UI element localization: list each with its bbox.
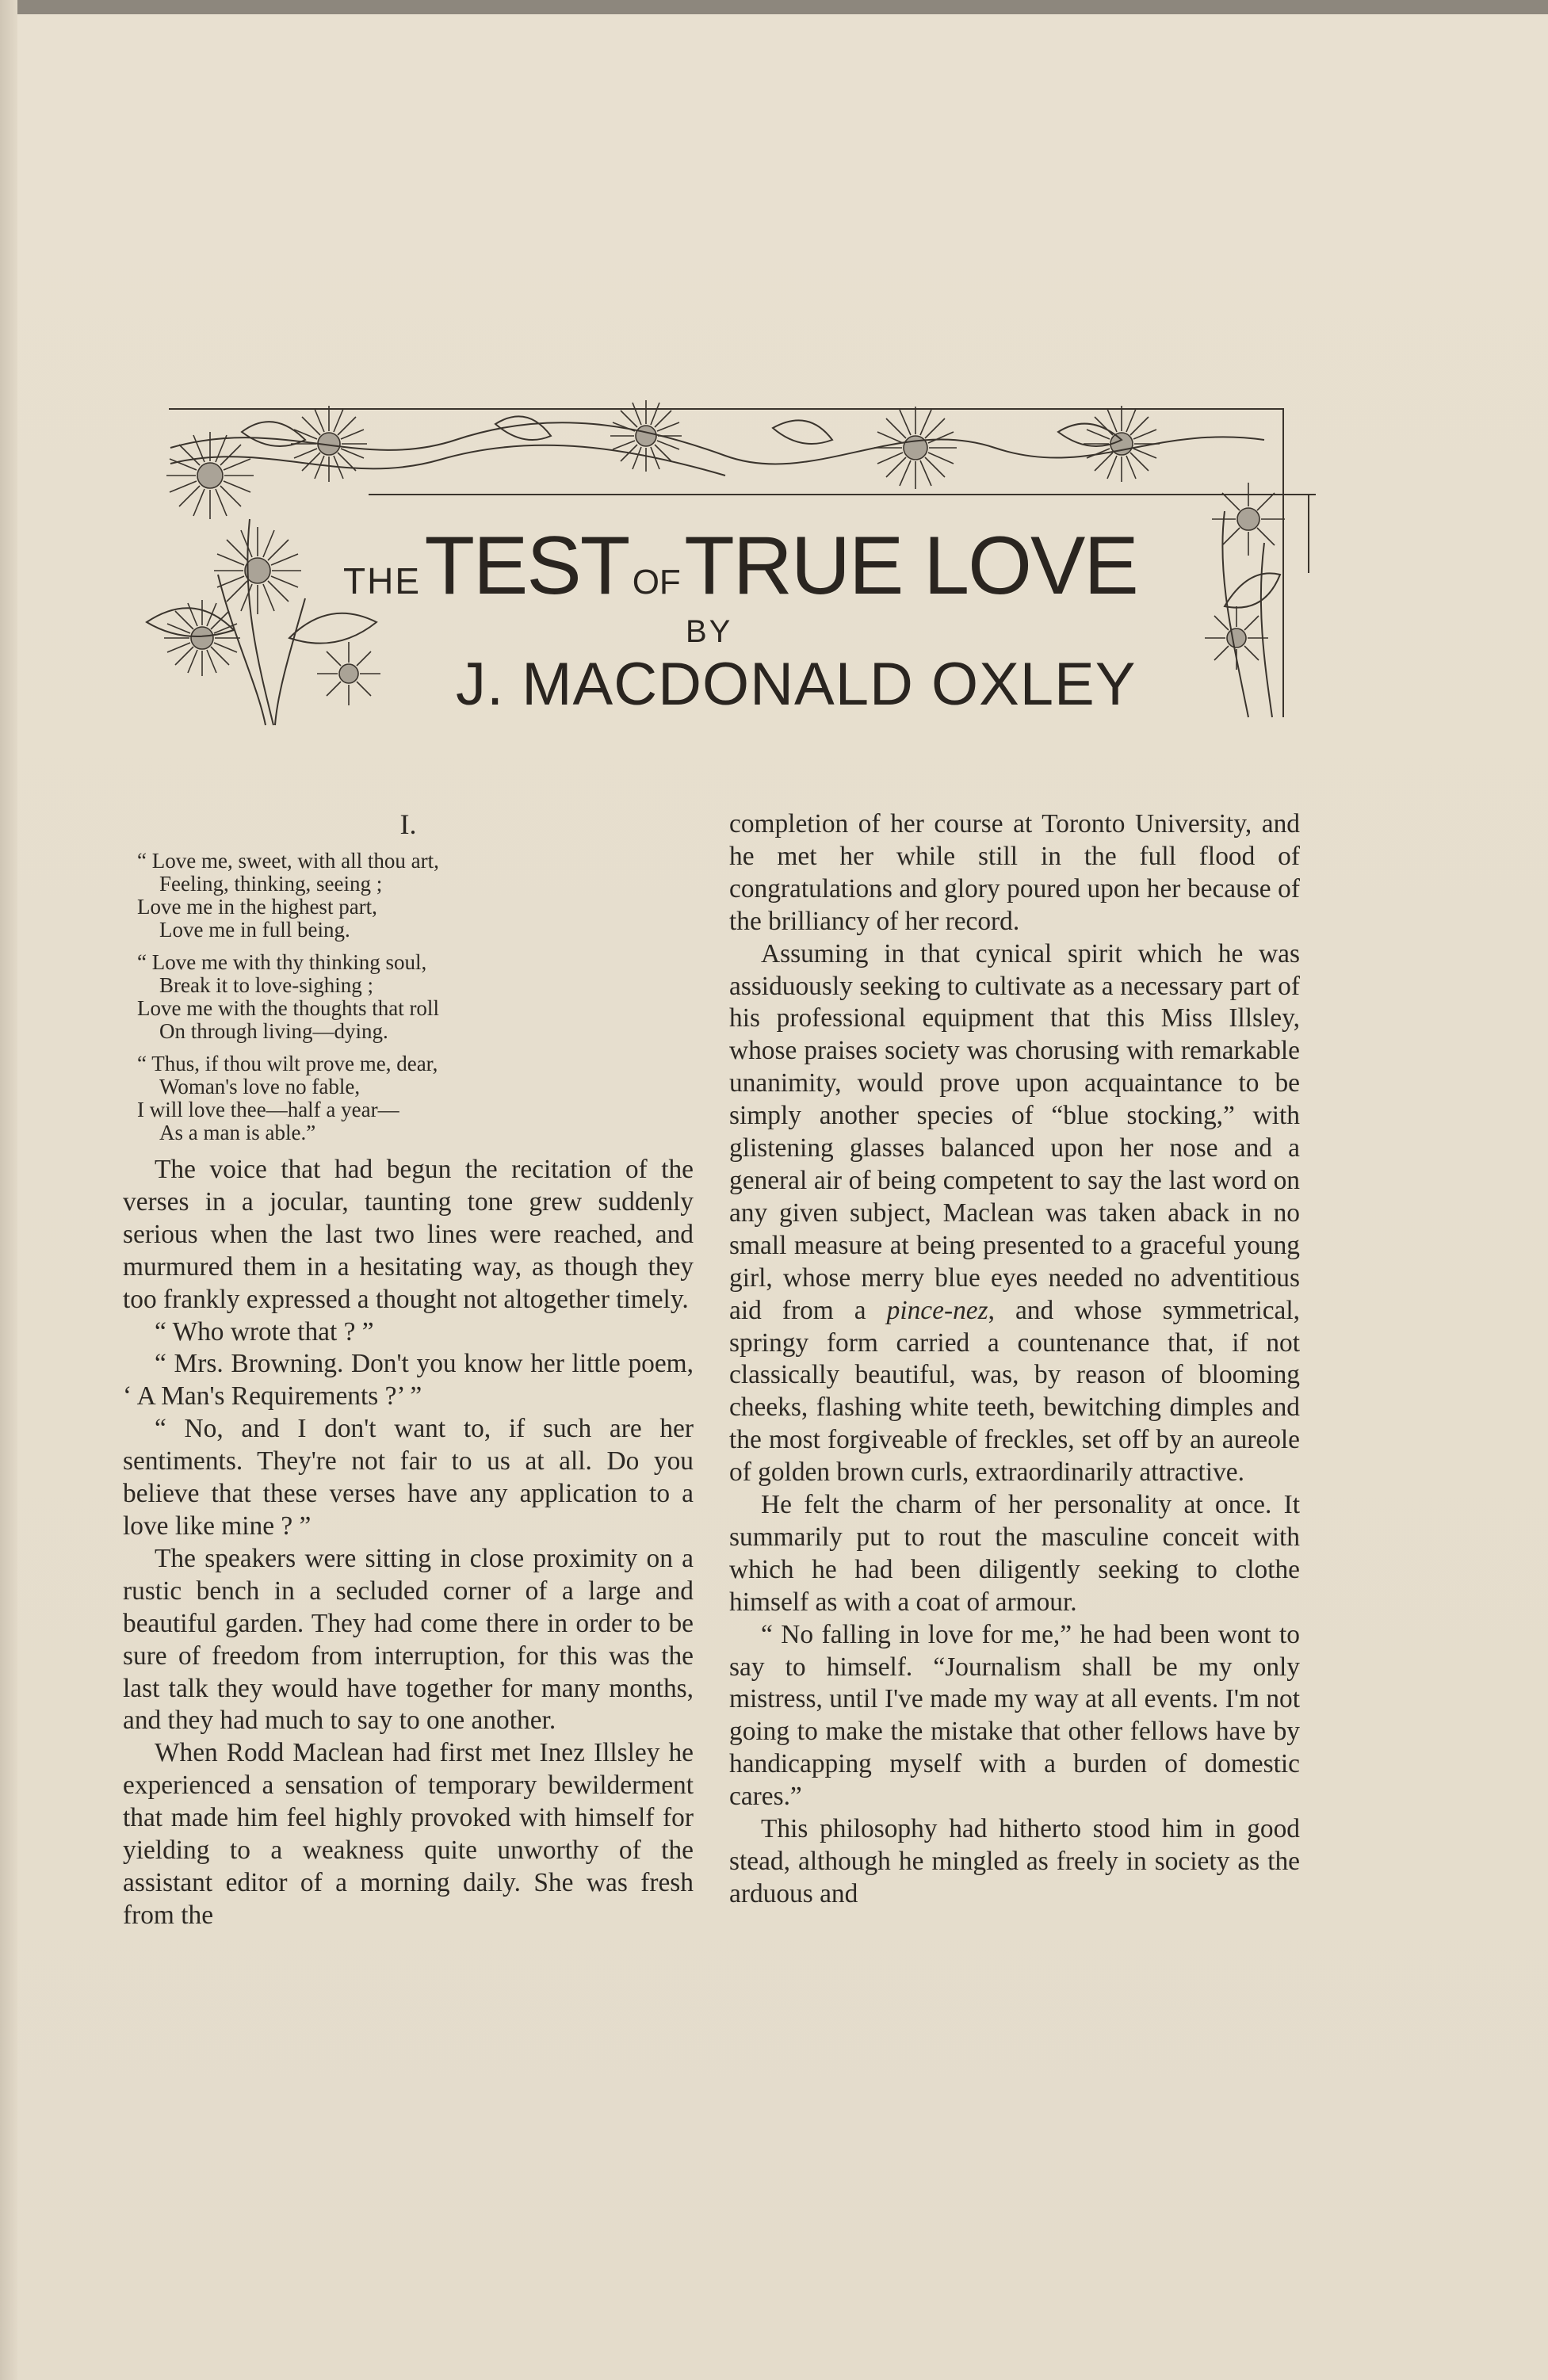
paragraph: The speakers were sitting in close proximity on a rustic bench in a secluded corner of a large and beautiful garden. They had come there in order to be sure of freedom from interruption, for this was the last talk they would have together for many months, and they had much to say to one another. — [123, 1543, 694, 1736]
poem-line: Love me in the highest part, — [137, 895, 377, 919]
title-test: TEST — [424, 520, 629, 612]
paragraph-text: Assuming in that cynical spirit which he was assiduously seeking to cultivate as a necessary part of his professional equipment that this Miss Illsley, whose praises society was chorusing with remarkable unanimity, would prove upon acquaintance to be simply another species of “blue stocking,” with glistening glasses balanced upon her nose and a general air of being competent to say the last word on any given subject, Maclean was taken aback in no small measure at being presented to a graceful young girl, whose merry blue eyes needed no adventitious aid from a — [729, 938, 1300, 1325]
poem-line: I will love thee—half a year— — [137, 1098, 399, 1121]
poem-line: “ Love me with thy thinking soul, — [137, 950, 427, 974]
title-frame-inner-side — [1308, 494, 1310, 573]
poem-stanza — [137, 850, 694, 942]
right-body-text — [729, 808, 1300, 1911]
epigraph-poem — [137, 850, 694, 1144]
article-title — [343, 519, 1215, 614]
left-column — [123, 808, 694, 1932]
paragraph: “ Mrs. Browning. Don't you know her little poem, ‘ A Man's Requirements ?’ ” — [123, 1349, 694, 1412]
section-number: I. — [399, 808, 417, 840]
author-name: J. MACDONALD OXLEY — [456, 651, 1137, 718]
poem-line: Break it to love-sighing ; — [159, 973, 373, 997]
byline-by: BY — [686, 614, 733, 649]
italic-term: pince-nez — [886, 1295, 988, 1325]
poem-line: “ Thus, if thou wilt prove me, dear, — [137, 1052, 438, 1075]
title-header — [123, 400, 1292, 733]
page-top-edge — [0, 0, 1548, 14]
title-of: OF — [632, 563, 681, 602]
right-column — [729, 808, 1300, 1911]
poem-stanza — [137, 951, 694, 1043]
left-body-text — [123, 1154, 694, 1932]
title-true-love: TRUE LOVE — [684, 520, 1137, 612]
paragraph: When Rodd Maclean had first met Inez Illsley he experienced a sensation of temporary bewilderment that made him feel highly provoked with himself for yielding to a weakness quite unworthy of the assistant editor of a morning daily. She was fresh from the — [123, 1738, 694, 1930]
poem-line: On through living—dying. — [159, 1019, 388, 1043]
poem-line: Love me in full being. — [159, 918, 350, 942]
paragraph: “ No, and I don't want to, if such are her sentiments. They're not fair to us at all. Do you believe that these verses have any application to a love like mine ? ” — [123, 1414, 694, 1541]
page-gutter — [0, 0, 17, 2380]
paragraph: He felt the charm of her personality at once. It summarily put to rout the masculine conceit with which he had been diligently seeking to clothe himself as with a coat of armour. — [729, 1490, 1300, 1617]
paragraph: “ No falling in love for me,” he had been wont to say to himself. “Journalism shall be my only mistress, until I've made my way at all events. I'm not going to make the mistake that other fellows have by handicapping myself with a burden of domestic cares.” — [729, 1619, 1300, 1812]
title-the: THE — [343, 560, 421, 602]
paragraph: completion of her course at Toronto University, and he met her while still in the full flood of congratulations and glory poured upon her because of the brilliancy of her record. — [729, 809, 1300, 936]
poem-line: “ Love me, sweet, with all thou art, — [137, 849, 439, 873]
poem-line: Feeling, thinking, seeing ; — [159, 872, 383, 896]
paragraph — [729, 938, 1300, 1489]
poem-line: Love me with the thoughts that roll — [137, 996, 439, 1020]
poem-line: As a man is able.” — [159, 1121, 316, 1144]
poem-line: Woman's love no fable, — [159, 1075, 361, 1098]
paragraph-text: , and whose symmetrical, springy form carried a countenance that, if not classically beautiful, was, by reason of blooming cheeks, flashing white teeth, bewitching dimples and the most forgiveable of freckles, set off by an aureole of golden brown curls, extraordinarily attractive. — [729, 1295, 1300, 1488]
paragraph: This philosophy had hitherto stood him in good stead, although he mingled as freely in society as the arduous and — [729, 1814, 1300, 1908]
paragraph: “ Who wrote that ? ” — [155, 1316, 374, 1347]
poem-stanza — [137, 1052, 694, 1144]
paragraph: The voice that had begun the recitation of the verses in a jocular, taunting tone grew suddenly serious when the last two lines were reached, and murmured them in a hesitating way, as though they too frankly expressed a thought not altogether timely. — [123, 1155, 694, 1314]
